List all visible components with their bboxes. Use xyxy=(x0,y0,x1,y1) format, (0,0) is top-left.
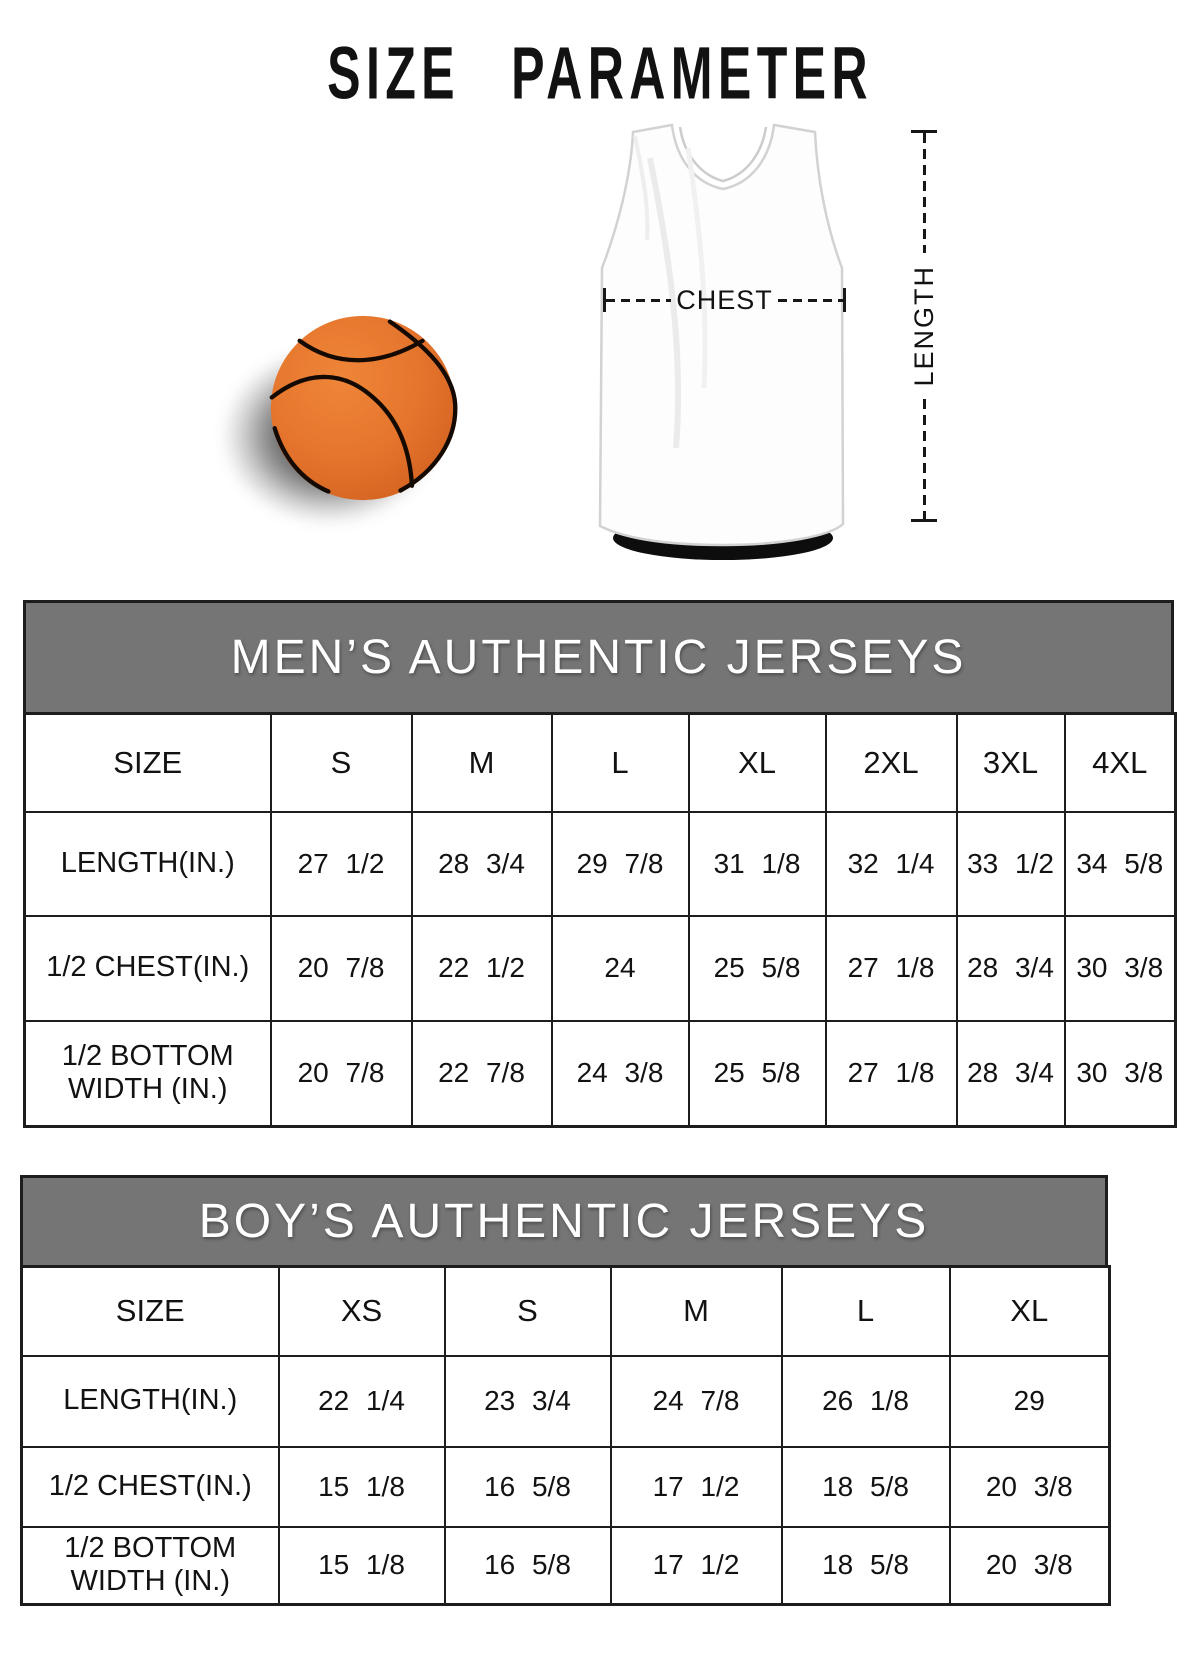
size-value: 20 7/8 xyxy=(271,916,412,1021)
page-title xyxy=(0,30,1200,114)
size-value: 28 3/4 xyxy=(957,916,1065,1021)
row-label-length: LENGTH(IN.) xyxy=(25,812,271,916)
length-label: LENGTH xyxy=(908,265,939,387)
page-title-text: SIZE PARAMETER xyxy=(327,31,873,114)
size-value: 27 1/2 xyxy=(271,812,412,916)
mens-bottom-width-row xyxy=(25,1021,1176,1127)
boys-col-header-l: L xyxy=(782,1267,950,1356)
boys-col-header-size: SIZE xyxy=(22,1267,279,1356)
mens-col-header-size: SIZE xyxy=(25,714,271,812)
size-value: 32 1/4 xyxy=(826,812,957,916)
boys-col-header-xl: XL xyxy=(950,1267,1110,1356)
row-label-half-chest: 1/2 CHEST(IN.) xyxy=(22,1447,279,1527)
size-value: 25 5/8 xyxy=(689,1021,826,1127)
mens-length-row xyxy=(25,812,1176,916)
size-value: 24 7/8 xyxy=(611,1356,782,1447)
mens-col-header-3xl: 3XL xyxy=(957,714,1065,812)
chest-measure-line xyxy=(603,284,846,315)
size-value: 16 5/8 xyxy=(445,1447,611,1527)
size-value: 18 5/8 xyxy=(782,1527,950,1605)
mens-size-section xyxy=(23,600,1174,1128)
boys-length-row xyxy=(22,1356,1110,1447)
mens-header-row xyxy=(25,714,1176,812)
mens-col-header-2xl: 2XL xyxy=(826,714,957,812)
row-label-half-bottom-width: 1/2 BOTTOM WIDTH (IN.) xyxy=(22,1527,279,1605)
length-dash-top xyxy=(923,133,926,253)
boys-chest-row xyxy=(22,1447,1110,1527)
size-value: 17 1/2 xyxy=(611,1447,782,1527)
size-value: 30 3/8 xyxy=(1065,916,1176,1021)
mens-col-header-xl: XL xyxy=(689,714,826,812)
mens-col-header-s: S xyxy=(271,714,412,812)
mens-col-header-m: M xyxy=(412,714,552,812)
boys-table-title: BOY’S AUTHENTIC JERSEYS xyxy=(20,1175,1108,1265)
boys-col-header-m: M xyxy=(611,1267,782,1356)
size-value: 20 7/8 xyxy=(271,1021,412,1127)
boys-col-header-s: S xyxy=(445,1267,611,1356)
chest-tick-right xyxy=(843,288,846,312)
size-value: 34 5/8 xyxy=(1065,812,1176,916)
mens-size-table xyxy=(23,712,1177,1128)
length-measure-line xyxy=(910,130,938,522)
size-value: 18 5/8 xyxy=(782,1447,950,1527)
size-value: 24 3/8 xyxy=(552,1021,689,1127)
size-value: 20 3/8 xyxy=(950,1527,1110,1605)
size-value: 17 1/2 xyxy=(611,1527,782,1605)
size-value: 29 7/8 xyxy=(552,812,689,916)
boys-size-section xyxy=(20,1175,1108,1606)
size-value: 27 1/8 xyxy=(826,1021,957,1127)
boys-size-table xyxy=(20,1265,1111,1606)
boys-bottom-width-row xyxy=(22,1527,1110,1605)
basketball-icon xyxy=(266,312,460,504)
size-value: 16 5/8 xyxy=(445,1527,611,1605)
length-tick-bottom xyxy=(911,519,937,522)
size-value: 24 xyxy=(552,916,689,1021)
chest-dash-right xyxy=(778,299,843,302)
mens-col-header-l: L xyxy=(552,714,689,812)
size-value: 28 3/4 xyxy=(412,812,552,916)
row-label-half-chest: 1/2 CHEST(IN.) xyxy=(25,916,271,1021)
row-label-half-bottom-width: 1/2 BOTTOM WIDTH (IN.) xyxy=(25,1021,271,1127)
size-value: 22 1/4 xyxy=(279,1356,445,1447)
length-dash-bottom xyxy=(923,399,926,519)
boys-col-header-xs: XS xyxy=(279,1267,445,1356)
size-value: 26 1/8 xyxy=(782,1356,950,1447)
size-value: 33 1/2 xyxy=(957,812,1065,916)
size-value: 23 3/4 xyxy=(445,1356,611,1447)
size-value: 22 7/8 xyxy=(412,1021,552,1127)
size-value: 20 3/8 xyxy=(950,1447,1110,1527)
boys-header-row xyxy=(22,1267,1110,1356)
size-value: 30 3/8 xyxy=(1065,1021,1176,1127)
jersey-illustration xyxy=(588,118,858,568)
size-value: 27 1/8 xyxy=(826,916,957,1021)
size-value: 31 1/8 xyxy=(689,812,826,916)
size-value: 25 5/8 xyxy=(689,916,826,1021)
mens-chest-row xyxy=(25,916,1176,1021)
size-value: 29 xyxy=(950,1356,1110,1447)
size-value: 22 1/2 xyxy=(412,916,552,1021)
mens-col-header-4xl: 4XL xyxy=(1065,714,1176,812)
chest-dash-left xyxy=(606,299,671,302)
row-label-length: LENGTH(IN.) xyxy=(22,1356,279,1447)
size-value: 15 1/8 xyxy=(279,1447,445,1527)
size-value: 28 3/4 xyxy=(957,1021,1065,1127)
chest-label: CHEST xyxy=(676,284,773,315)
size-value: 15 1/8 xyxy=(279,1527,445,1605)
mens-table-title: MEN’S AUTHENTIC JERSEYS xyxy=(23,600,1174,712)
